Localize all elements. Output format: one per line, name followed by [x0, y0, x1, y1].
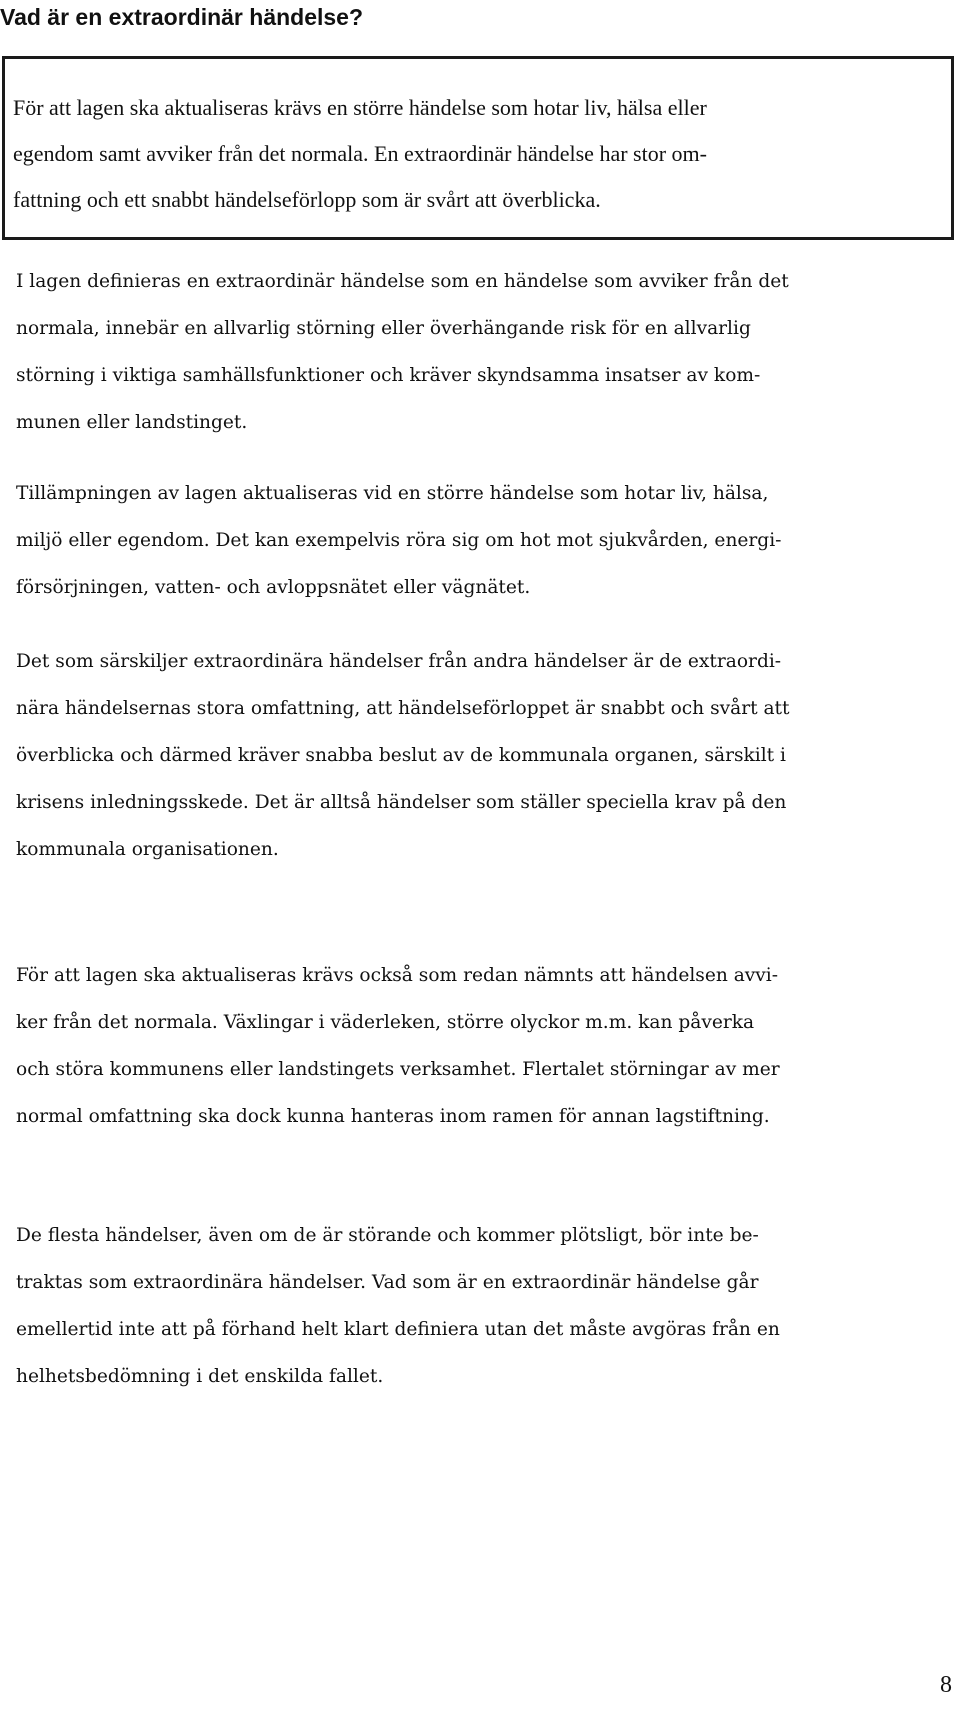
paragraph-line: Tillämpningen av lagen aktualiseras vid en större händelse som hotar liv, hälsa,: [16, 483, 769, 504]
paragraph-line: överblicka och därmed kräver snabba beslut av de kommunala organen, särskilt i: [16, 745, 786, 766]
paragraph-line: miljö eller egendom. Det kan exempelvis röra sig om hot mot sjukvården, energi-: [16, 530, 782, 551]
intro-box: [2, 56, 954, 240]
page-number: 8: [940, 1672, 952, 1698]
paragraph-normal-deviation: [16, 952, 946, 1140]
intro-line: egendom samt avviker från det normala. En extraordinär händelse har stor om-: [13, 141, 707, 166]
paragraph-application: [16, 470, 946, 611]
paragraph-line: normala, innebär en allvarlig störning eller överhängande risk för en allvarlig: [16, 318, 751, 339]
paragraph-line: traktas som extraordinära händelser. Vad som är en extraordinär händelse går: [16, 1272, 759, 1293]
paragraph-line: störning i viktiga samhällsfunktioner och kräver skyndsamma insatser av kom-: [16, 365, 761, 386]
paragraph-distinction: [16, 638, 946, 873]
paragraph-line: För att lagen ska aktualiseras krävs också som redan nämnts att händelsen avvi-: [16, 965, 779, 986]
paragraph-line: munen eller landstinget.: [16, 412, 248, 433]
page-heading: Vad är en extraordinär händelse?: [0, 4, 364, 30]
paragraph-line: försörjningen, vatten- och avloppsnätet eller vägnätet.: [16, 577, 531, 598]
paragraph-line: De flesta händelser, även om de är störande och kommer plötsligt, bör inte be-: [16, 1225, 759, 1246]
paragraph-line: I lagen definieras en extraordinär händelse som en händelse som avviker från det: [16, 271, 789, 292]
paragraph-definition: [16, 258, 946, 446]
paragraph-line: ker från det normala. Växlingar i väderleken, större olyckor m.m. kan påverka: [16, 1012, 755, 1033]
paragraph-line: krisens inledningsskede. Det är alltså händelser som ställer speciella krav på den: [16, 792, 787, 813]
paragraph-line: Det som särskiljer extraordinära händelser från andra händelser är de extraordi-: [16, 651, 782, 672]
paragraph-line: normal omfattning ska dock kunna hanteras inom ramen för annan lagstiftning.: [16, 1106, 770, 1127]
paragraph-overall-assessment: [16, 1212, 946, 1400]
paragraph-line: kommunala organisationen.: [16, 839, 279, 860]
paragraph-line: helhetsbedömning i det enskilda fallet.: [16, 1366, 384, 1387]
paragraph-line: emellertid inte att på förhand helt klart definiera utan det måste avgöras från en: [16, 1319, 780, 1340]
paragraph-line: nära händelsernas stora omfattning, att händelseförloppet är snabbt och svårt att: [16, 698, 790, 719]
paragraph-line: och störa kommunens eller landstingets verksamhet. Flertalet störningar av mer: [16, 1059, 780, 1080]
intro-line: fattning och ett snabbt händelseförlopp som är svårt att överblicka.: [13, 187, 601, 212]
intro-line: För att lagen ska aktualiseras krävs en större händelse som hotar liv, hälsa eller: [13, 95, 707, 120]
